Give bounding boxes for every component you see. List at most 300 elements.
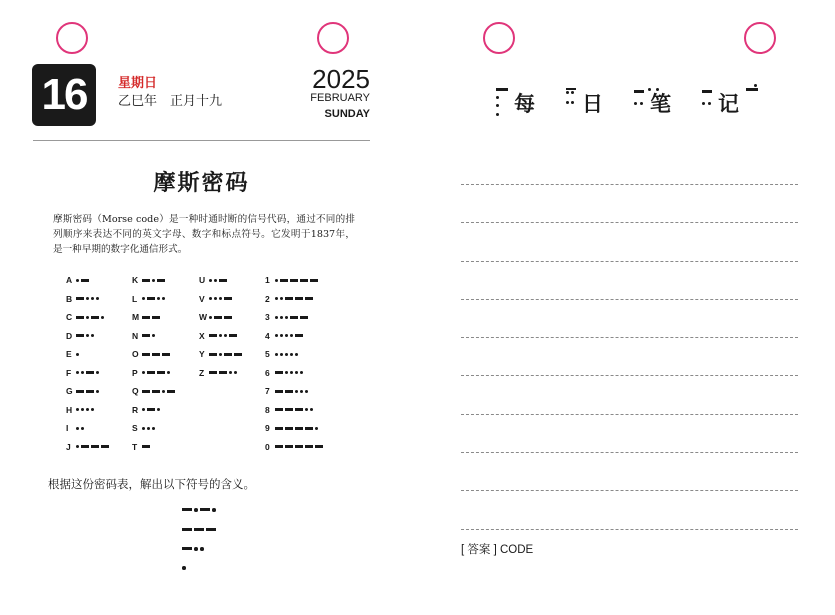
article-title: 摩斯密码 <box>153 171 250 196</box>
heading-char <box>628 84 696 120</box>
morse-dash <box>219 279 227 282</box>
morse-dot <box>275 334 278 337</box>
morse-entry <box>132 330 157 342</box>
morse-dash <box>76 390 84 393</box>
morse-dash <box>142 390 150 393</box>
morse-entry <box>199 274 229 286</box>
morse-dash <box>275 408 283 411</box>
morse-symbol <box>142 390 177 393</box>
morse-symbol <box>275 408 315 411</box>
morse-dash <box>285 408 293 411</box>
heading-char <box>560 84 628 120</box>
morse-entry <box>265 348 300 360</box>
morse-dash <box>224 353 232 356</box>
morse-dash <box>142 334 150 337</box>
note-line <box>461 375 798 413</box>
morse-symbol <box>142 445 152 448</box>
daily-notes-heading <box>492 84 764 120</box>
morse-character: I <box>66 423 69 433</box>
morse-entry <box>132 293 167 305</box>
morse-dash <box>142 316 150 319</box>
morse-dash <box>209 334 217 337</box>
morse-dot <box>219 334 222 337</box>
morse-character: O <box>132 349 139 359</box>
morse-symbol <box>275 334 305 337</box>
morse-entry <box>132 274 167 286</box>
morse-dot <box>290 353 293 356</box>
weekday-chinese: 星期日 <box>118 76 158 91</box>
morse-dash <box>295 408 303 411</box>
morse-dash <box>224 316 232 319</box>
morse-dot <box>305 390 308 393</box>
morse-entry <box>66 385 101 397</box>
morse-character: 9 <box>265 423 270 433</box>
morse-dash <box>167 390 175 393</box>
morse-dash <box>295 427 303 430</box>
morse-dot <box>91 297 94 300</box>
morse-character: P <box>132 367 138 378</box>
morse-symbol <box>142 408 162 411</box>
morse-character: A <box>66 275 73 285</box>
morse-dash <box>162 353 170 356</box>
morse-character: V <box>199 293 205 304</box>
morse-dot <box>305 408 308 411</box>
morse-character: Y <box>199 349 205 359</box>
note-lines <box>461 184 798 567</box>
note-line <box>461 184 798 222</box>
morse-decoration <box>566 88 576 90</box>
morse-dot <box>212 508 216 512</box>
morse-symbol <box>76 334 96 337</box>
morse-dot <box>275 316 278 319</box>
morse-decoration <box>496 88 508 91</box>
morse-entry <box>132 311 162 323</box>
morse-character: 3 <box>265 312 270 322</box>
year: 2025 <box>312 64 370 94</box>
morse-symbol <box>209 353 244 356</box>
morse-dash <box>86 390 94 393</box>
morse-entry <box>265 404 315 416</box>
morse-character: J <box>66 441 71 452</box>
morse-dot <box>280 334 283 337</box>
morse-dot <box>290 334 293 337</box>
morse-dot <box>200 547 204 551</box>
morse-symbol <box>142 371 172 374</box>
morse-dot <box>167 371 170 374</box>
morse-dash <box>275 445 283 448</box>
morse-character: K <box>132 275 139 285</box>
morse-dot <box>234 371 237 374</box>
morse-decoration <box>496 104 499 107</box>
morse-character: 7 <box>265 386 270 396</box>
morse-dot <box>285 334 288 337</box>
morse-character: H <box>66 404 73 415</box>
morse-dash <box>76 316 84 319</box>
morse-dot <box>81 408 84 411</box>
morse-entry <box>66 293 101 305</box>
morse-symbol <box>142 279 167 282</box>
morse-dash <box>152 316 160 319</box>
morse-dash <box>280 279 288 282</box>
morse-dot <box>194 508 198 512</box>
morse-entry <box>265 330 305 342</box>
puzzle-row <box>182 539 218 559</box>
morse-decoration <box>702 102 705 105</box>
morse-dot <box>76 371 79 374</box>
morse-symbol <box>182 528 218 531</box>
morse-dot <box>214 279 217 282</box>
morse-symbol <box>76 297 101 300</box>
morse-character: 0 <box>265 441 270 452</box>
morse-dot <box>142 371 145 374</box>
heading-char <box>492 84 560 120</box>
morse-symbol <box>275 353 300 356</box>
morse-entry <box>66 274 91 286</box>
heading-glyph: 笔 <box>650 92 671 116</box>
morse-dash <box>142 445 150 448</box>
morse-dash <box>147 297 155 300</box>
morse-puzzle <box>182 500 218 578</box>
morse-dash <box>182 547 192 550</box>
morse-entry <box>265 293 315 305</box>
morse-dot <box>209 297 212 300</box>
morse-entry <box>199 293 234 305</box>
morse-dot <box>91 334 94 337</box>
morse-dot <box>86 297 89 300</box>
morse-dash <box>147 408 155 411</box>
morse-symbol <box>76 408 96 411</box>
morse-dot <box>290 371 293 374</box>
heading-glyph: 记 <box>718 92 739 116</box>
morse-dash <box>194 528 204 531</box>
morse-decoration <box>566 91 569 94</box>
morse-decoration <box>640 102 643 105</box>
morse-dot <box>315 427 318 430</box>
morse-dot <box>96 371 99 374</box>
morse-dash <box>76 334 84 337</box>
morse-symbol <box>275 279 320 282</box>
morse-character: D <box>66 330 73 341</box>
morse-dot <box>152 279 155 282</box>
morse-symbol <box>76 316 106 319</box>
morse-character: S <box>132 423 138 433</box>
morse-decoration <box>634 90 644 93</box>
morse-symbol <box>182 547 206 551</box>
weekday-english: SUNDAY <box>324 108 370 120</box>
morse-symbol <box>182 508 218 512</box>
morse-dot <box>152 427 155 430</box>
morse-dash <box>206 528 216 531</box>
morse-dot <box>229 371 232 374</box>
morse-entry <box>66 441 111 453</box>
morse-dot <box>295 353 298 356</box>
morse-symbol <box>76 427 86 430</box>
puzzle-row <box>182 559 218 579</box>
morse-dot <box>219 297 222 300</box>
morse-entry <box>132 441 152 453</box>
morse-dash <box>285 390 293 393</box>
morse-dash <box>290 316 298 319</box>
morse-decoration <box>496 113 499 116</box>
morse-dash <box>152 390 160 393</box>
morse-dot <box>280 297 283 300</box>
morse-dot <box>86 334 89 337</box>
morse-dot <box>300 371 303 374</box>
morse-dot <box>142 297 145 300</box>
morse-dot <box>86 408 89 411</box>
morse-symbol <box>142 316 162 319</box>
note-line <box>461 299 798 337</box>
morse-character: 4 <box>265 330 270 341</box>
morse-entry <box>132 385 177 397</box>
morse-symbol <box>76 445 111 448</box>
date-number: 16 <box>32 64 96 126</box>
morse-entry <box>199 330 239 342</box>
morse-dash <box>214 316 222 319</box>
morse-symbol <box>142 297 167 300</box>
note-line <box>461 222 798 260</box>
morse-dot <box>142 427 145 430</box>
morse-dash <box>91 445 99 448</box>
morse-symbol <box>275 316 310 319</box>
morse-dash <box>147 371 155 374</box>
morse-code-table <box>62 272 342 456</box>
morse-decoration <box>754 84 757 87</box>
morse-dash <box>182 528 192 531</box>
morse-dash <box>295 445 303 448</box>
morse-dash <box>290 279 298 282</box>
morse-entry <box>66 404 96 416</box>
morse-entry <box>66 422 86 434</box>
heading-glyph: 每 <box>514 92 535 116</box>
morse-dot <box>280 353 283 356</box>
morse-symbol <box>209 316 234 319</box>
morse-dot <box>285 371 288 374</box>
morse-entry <box>265 367 305 379</box>
morse-dash <box>209 371 217 374</box>
binding-hole <box>744 22 776 54</box>
morse-character: N <box>132 330 139 341</box>
morse-entry <box>132 422 157 434</box>
morse-symbol <box>142 334 157 337</box>
morse-character: B <box>66 293 73 304</box>
morse-dot <box>275 279 278 282</box>
morse-entry <box>265 385 310 397</box>
morse-dot <box>142 408 145 411</box>
morse-character: C <box>66 312 73 322</box>
morse-dot <box>147 427 150 430</box>
morse-dash <box>275 390 283 393</box>
puzzle-row <box>182 520 218 540</box>
morse-decoration <box>746 88 758 91</box>
morse-dot <box>157 297 160 300</box>
morse-entry <box>199 348 244 360</box>
morse-dash <box>157 279 165 282</box>
morse-dot <box>275 297 278 300</box>
morse-dash <box>86 371 94 374</box>
morse-symbol <box>76 371 101 374</box>
morse-entry <box>66 348 81 360</box>
morse-dot <box>285 316 288 319</box>
morse-dot <box>182 566 186 570</box>
morse-dash <box>234 353 242 356</box>
morse-dot <box>162 390 165 393</box>
morse-dash <box>305 297 313 300</box>
morse-dash <box>209 353 217 356</box>
morse-character: W <box>199 312 208 322</box>
morse-dash <box>182 508 192 511</box>
puzzle-row <box>182 500 218 520</box>
morse-character: R <box>132 404 139 415</box>
morse-character: F <box>66 367 72 378</box>
morse-symbol <box>142 353 172 356</box>
morse-decoration <box>571 91 574 94</box>
morse-dot <box>162 297 165 300</box>
morse-dot <box>76 445 79 448</box>
binding-hole <box>317 22 349 54</box>
morse-decoration <box>566 101 569 104</box>
binding-hole <box>483 22 515 54</box>
morse-dash <box>300 316 308 319</box>
morse-dot <box>209 279 212 282</box>
morse-entry <box>132 348 172 360</box>
morse-dash <box>76 297 84 300</box>
morse-character: E <box>66 349 72 359</box>
morse-symbol <box>76 390 101 393</box>
morse-dash <box>219 371 227 374</box>
morse-symbol <box>275 390 310 393</box>
morse-character: Z <box>199 367 205 378</box>
note-line <box>461 261 798 299</box>
header-divider <box>33 140 370 141</box>
morse-entry <box>265 274 320 286</box>
morse-decoration <box>708 102 711 105</box>
morse-entry <box>132 404 162 416</box>
puzzle-question: 根据这份密码表，解出以下符号的含义。 <box>48 477 255 491</box>
morse-dot <box>152 334 155 337</box>
morse-dash <box>224 297 232 300</box>
morse-dot <box>300 390 303 393</box>
morse-dot <box>219 353 222 356</box>
morse-dot <box>310 408 313 411</box>
morse-symbol <box>142 427 157 430</box>
morse-symbol <box>76 353 81 356</box>
morse-entry <box>265 422 320 434</box>
note-line <box>461 414 798 452</box>
morse-entry <box>132 367 172 379</box>
morse-dot <box>76 279 79 282</box>
morse-dot <box>295 390 298 393</box>
morse-dash <box>285 427 293 430</box>
morse-dot <box>76 408 79 411</box>
morse-dash <box>305 427 313 430</box>
morse-character: T <box>132 441 138 452</box>
morse-character: 2 <box>265 293 270 304</box>
morse-character: 5 <box>265 349 270 359</box>
morse-dot <box>295 371 298 374</box>
morse-dot <box>194 547 198 551</box>
answer-text: [ 答案 ] CODE <box>461 544 534 556</box>
morse-dot <box>280 316 283 319</box>
morse-symbol <box>209 279 229 282</box>
morse-entry <box>66 367 101 379</box>
morse-character: Q <box>132 386 139 396</box>
morse-dot <box>81 427 84 430</box>
article-intro: 摩斯密码（Morse code）是一种时通时断的信号代码，通过不同的排列顺序来表达不同的英文字母、数字和标点符号。它发明于1837年，是一种早期的数字化通信形式。 <box>53 214 355 255</box>
morse-character: X <box>199 330 205 341</box>
morse-symbol <box>209 334 239 337</box>
morse-entry <box>265 441 325 453</box>
morse-entry <box>265 311 310 323</box>
heading-char <box>696 84 764 120</box>
morse-dot <box>76 353 79 356</box>
morse-dash <box>200 508 210 511</box>
morse-dash <box>315 445 323 448</box>
morse-symbol <box>275 445 325 448</box>
morse-dot <box>224 334 227 337</box>
morse-dot <box>96 297 99 300</box>
morse-dash <box>229 334 237 337</box>
note-line <box>461 490 798 528</box>
morse-character: 1 <box>265 275 270 285</box>
morse-dot <box>275 353 278 356</box>
morse-dot <box>214 297 217 300</box>
morse-dot <box>86 316 89 319</box>
morse-decoration <box>571 101 574 104</box>
morse-entry <box>66 311 106 323</box>
morse-dash <box>305 445 313 448</box>
morse-character: L <box>132 293 138 304</box>
morse-dash <box>285 297 293 300</box>
morse-dash <box>142 353 150 356</box>
morse-dot <box>76 427 79 430</box>
morse-dash <box>300 279 308 282</box>
morse-symbol <box>209 297 234 300</box>
morse-dash <box>142 279 150 282</box>
note-line <box>461 337 798 375</box>
morse-dot <box>96 390 99 393</box>
morse-entry <box>66 330 96 342</box>
morse-decoration <box>496 96 499 99</box>
month: FEBRUARY <box>310 92 370 104</box>
morse-symbol <box>76 279 91 282</box>
morse-dash <box>310 279 318 282</box>
morse-dash <box>275 427 283 430</box>
morse-dash <box>152 353 160 356</box>
morse-character: U <box>199 275 206 285</box>
morse-dot <box>81 371 84 374</box>
morse-dash <box>157 371 165 374</box>
morse-dash <box>81 279 89 282</box>
morse-entry <box>199 311 234 323</box>
note-line <box>461 452 798 490</box>
morse-dash <box>295 334 303 337</box>
morse-dot <box>209 316 212 319</box>
morse-decoration <box>634 102 637 105</box>
morse-dash <box>275 371 283 374</box>
morse-character: 8 <box>265 404 270 415</box>
morse-dot <box>285 353 288 356</box>
morse-dot <box>91 408 94 411</box>
morse-entry <box>199 367 239 379</box>
morse-symbol <box>275 371 305 374</box>
morse-symbol <box>275 427 320 430</box>
morse-dash <box>285 445 293 448</box>
morse-dot <box>157 408 160 411</box>
morse-symbol <box>275 297 315 300</box>
lunar-date: 乙巳年 正月十九 <box>118 94 223 109</box>
morse-dot <box>101 316 104 319</box>
